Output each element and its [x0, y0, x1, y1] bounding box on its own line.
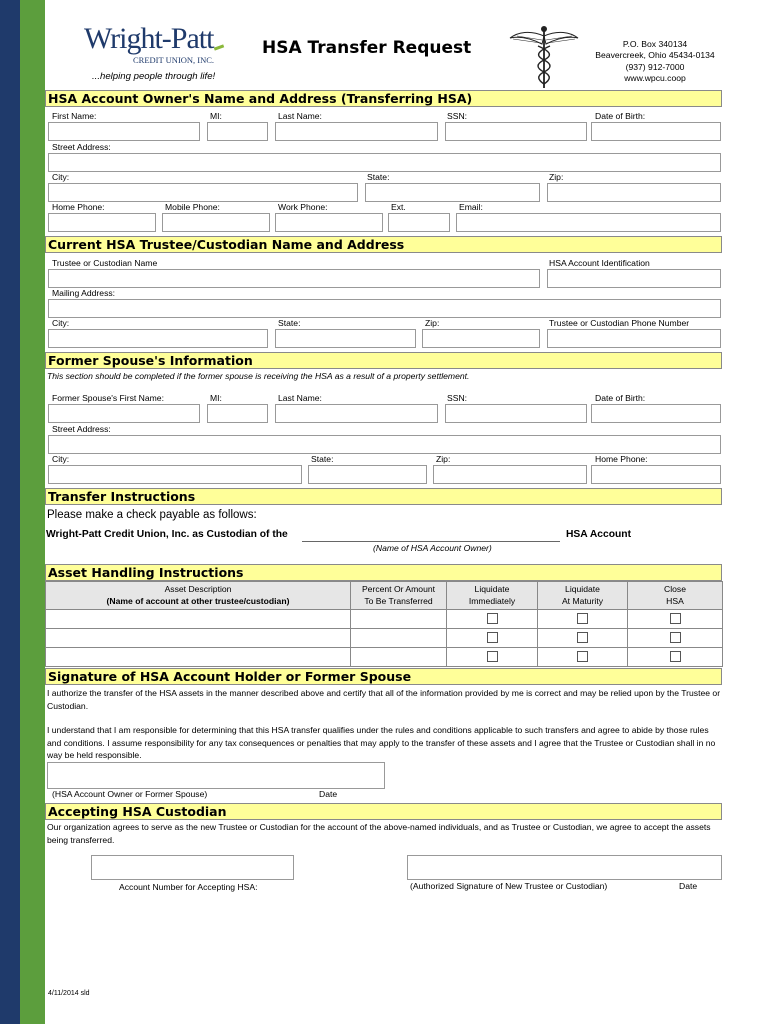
label-spouse-street: Street Address: — [52, 424, 111, 434]
spouse-ssn-field[interactable] — [445, 404, 587, 423]
section-accepting-heading: Accepting HSA Custodian — [45, 803, 722, 820]
liquidate-maturity-checkbox[interactable] — [577, 632, 588, 643]
owner-name-caption: (Name of HSA Account Owner) — [373, 543, 492, 553]
label-account-number: Account Number for Accepting HSA: — [119, 882, 258, 892]
label-mobile-phone: Mobile Phone: — [165, 202, 220, 212]
label-trustee-city: City: — [52, 318, 70, 328]
close-hsa-checkbox[interactable] — [670, 632, 681, 643]
section-owner-heading: HSA Account Owner's Name and Address (Transferring HSA) — [45, 90, 722, 107]
label-work-phone: Work Phone: — [278, 202, 328, 212]
custodian-statement: Wright-Patt Credit Union, Inc. as Custodian of the — [46, 529, 288, 540]
col-liquidate-maturity: Liquidate At Maturity — [538, 582, 628, 610]
label-spouse-mi: MI: — [210, 393, 222, 403]
city-field[interactable] — [48, 183, 358, 202]
liquidate-immediately-checkbox[interactable] — [487, 651, 498, 662]
home-phone-field[interactable] — [48, 213, 156, 232]
logo-text: Wright-Patt — [84, 22, 214, 55]
first-name-field[interactable] — [48, 122, 200, 141]
spouse-dob-field[interactable] — [591, 404, 721, 423]
asset-table-header — [46, 582, 723, 610]
liquidate-immediately-checkbox[interactable] — [487, 632, 498, 643]
table-row — [46, 648, 723, 667]
label-spouse-zip: Zip: — [436, 454, 451, 464]
percent-amount-cell[interactable] — [351, 648, 447, 667]
col-asset-description-sub: (Name of account at other trustee/custodian) — [106, 595, 290, 606]
asset-table — [45, 581, 723, 667]
spouse-state-field[interactable] — [308, 465, 427, 484]
label-spouse-dob: Date of Birth: — [595, 393, 646, 403]
trustee-name-field[interactable] — [48, 269, 540, 288]
liquidate-maturity-checkbox[interactable] — [577, 613, 588, 624]
label-trustee-phone: Trustee or Custodian Phone Number — [549, 318, 690, 328]
logo — [84, 22, 234, 68]
label-street: Street Address: — [52, 142, 111, 152]
mailing-address-field[interactable] — [48, 299, 721, 318]
trustee-phone-field[interactable] — [547, 329, 721, 348]
label-mi: MI: — [210, 111, 222, 121]
label-state: State: — [367, 172, 390, 182]
spouse-home-phone-field[interactable] — [591, 465, 721, 484]
website: www.wpcu.coop — [624, 72, 686, 83]
label-accepting-date: Date — [679, 881, 698, 891]
label-spouse-ssn: SSN: — [447, 393, 468, 403]
label-signature-date: Date — [319, 789, 338, 799]
col-liquidate-immediately: Liquidate Immediately — [447, 582, 538, 610]
label-spouse-first-name: Former Spouse's First Name: — [52, 393, 164, 403]
label-spouse-state: State: — [311, 454, 334, 464]
last-name-field[interactable] — [275, 122, 438, 141]
logo-subtext: CREDIT UNION, INC. — [133, 55, 215, 65]
trustee-state-field[interactable] — [275, 329, 416, 348]
label-authorized-signature: (Authorized Signature of New Trustee or Custodian) — [410, 881, 608, 891]
spouse-last-name-field[interactable] — [275, 404, 438, 423]
label-owner-signature: (HSA Account Owner or Former Spouse) — [52, 789, 208, 799]
section-trustee-heading: Current HSA Trustee/Custodian Name and Address — [45, 236, 722, 253]
label-dob: Date of Birth: — [595, 111, 646, 121]
acceptance-paragraph: Our organization agrees to serve as the new Trustee or Custodian for the account of the above-named individuals, and as Trustee or Custodian, we agree to accept the assets being transferred. — [47, 822, 711, 845]
account-owner-name-field[interactable] — [302, 528, 560, 542]
table-row — [46, 629, 723, 648]
tagline: ...helping people through life! — [92, 71, 216, 82]
address-line: P.O. Box 340134 — [622, 39, 688, 49]
col-close-hsa: Close HSA — [628, 582, 723, 610]
page-title: HSA Transfer Request — [262, 38, 472, 58]
left-navy-stripe — [0, 0, 20, 1024]
responsibility-paragraph: I understand that I am responsible for determining that this HSA transfer qualifies under the rules and conditions applicable to such transfers and agree to abide by those rules and conditions. I assume responsibility for any tax consequences or penalties that may apply to the transfer of these assets and I agree that the Trustee or Custodian shall in no way be held responsible. — [47, 725, 716, 761]
trustee-zip-field[interactable] — [422, 329, 540, 348]
dob-field[interactable] — [591, 122, 721, 141]
label-trustee-state: State: — [278, 318, 301, 328]
col-asset-description: Asset Description (Name of account at other trustee/custodian) — [46, 582, 351, 610]
label-spouse-home-phone: Home Phone: — [595, 454, 648, 464]
street-address-field[interactable] — [48, 153, 721, 172]
spouse-city-field[interactable] — [48, 465, 302, 484]
asset-description-cell[interactable] — [46, 629, 351, 648]
hsa-account-id-field[interactable] — [547, 269, 721, 288]
label-spouse-last-name: Last Name: — [278, 393, 322, 403]
logo-accent-icon — [214, 44, 224, 50]
caduceus-icon — [508, 24, 580, 90]
liquidate-immediately-checkbox[interactable] — [487, 613, 498, 624]
label-home-phone: Home Phone: — [52, 202, 105, 212]
state-field[interactable] — [365, 183, 540, 202]
section-assets-heading: Asset Handling Instructions — [45, 564, 722, 581]
spouse-street-field[interactable] — [48, 435, 721, 454]
label-mailing-address: Mailing Address: — [52, 288, 116, 298]
spouse-note: This section should be completed if the former spouse is receiving the HSA as a result of a property settlement. — [47, 371, 470, 381]
mobile-phone-field[interactable] — [162, 213, 270, 232]
ssn-field[interactable] — [445, 122, 587, 141]
email-field[interactable] — [456, 213, 721, 232]
trustee-city-field[interactable] — [48, 329, 268, 348]
section-signature-heading: Signature of HSA Account Holder or Former Spouse — [45, 668, 722, 685]
label-first-name: First Name: — [52, 111, 97, 121]
mailing-address-block — [590, 39, 720, 84]
label-city: City: — [52, 172, 70, 182]
payable-instruction: Please make a check payable as follows: — [47, 509, 257, 521]
percent-amount-cell[interactable] — [351, 629, 447, 648]
spouse-mi-field[interactable] — [207, 404, 268, 423]
label-spouse-city: City: — [52, 454, 70, 464]
zip-field[interactable] — [547, 183, 721, 202]
authorization-paragraph: I authorize the transfer of the HSA assets in the manner described above and certify that all of the information provided by me is correct and may be relied upon by the Trustee or Custodian. — [47, 688, 721, 711]
spouse-first-name-field[interactable] — [48, 404, 200, 423]
col-percent-amount: Percent Or Amount To Be Transferred — [351, 582, 447, 610]
revision-footer: 4/11/2014 sld — [48, 990, 90, 997]
owner-signature-field[interactable] — [47, 762, 385, 789]
label-ext: Ext. — [391, 202, 406, 212]
label-email: Email: — [459, 202, 483, 212]
mi-field[interactable] — [207, 122, 268, 141]
label-trustee-name: Trustee or Custodian Name — [52, 258, 158, 268]
authorized-signature-field[interactable] — [407, 855, 722, 880]
asset-description-cell[interactable] — [46, 648, 351, 667]
accepting-account-number-field[interactable] — [91, 855, 294, 880]
phone-number: (937) 912-7000 — [625, 61, 685, 72]
label-hsa-account-id: HSA Account Identification — [549, 258, 650, 268]
close-hsa-checkbox[interactable] — [670, 651, 681, 662]
label-last-name: Last Name: — [278, 111, 322, 121]
left-green-stripe — [20, 0, 45, 1024]
spouse-zip-field[interactable] — [433, 465, 587, 484]
section-spouse-heading: Former Spouse's Information — [45, 352, 722, 369]
liquidate-maturity-checkbox[interactable] — [577, 651, 588, 662]
asset-description-cell[interactable] — [46, 610, 351, 629]
section-transfer-heading: Transfer Instructions — [45, 488, 722, 505]
hsa-account-label: HSA Account — [566, 529, 632, 540]
ext-field[interactable] — [388, 213, 450, 232]
close-hsa-checkbox[interactable] — [670, 613, 681, 624]
work-phone-field[interactable] — [275, 213, 383, 232]
label-ssn: SSN: — [447, 111, 468, 121]
table-row — [46, 610, 723, 629]
address-line: Beavercreek, Ohio 45434-0134 — [595, 50, 715, 61]
label-trustee-zip: Zip: — [425, 318, 440, 328]
percent-amount-cell[interactable] — [351, 610, 447, 629]
label-zip: Zip: — [549, 172, 564, 182]
